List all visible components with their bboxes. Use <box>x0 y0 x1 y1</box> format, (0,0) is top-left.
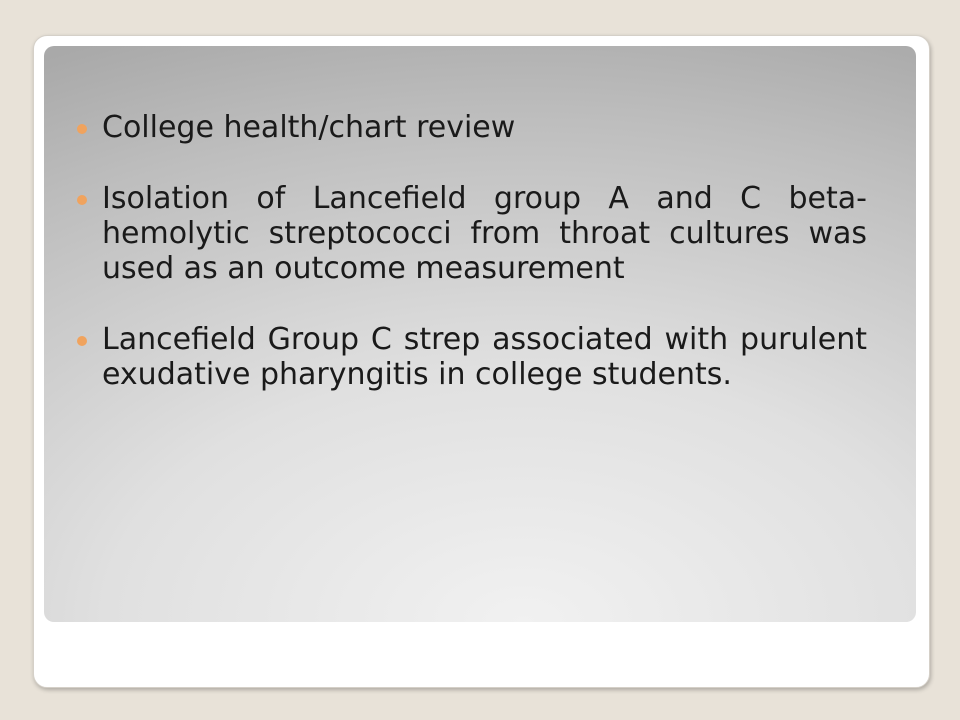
bullet-text: College health/chart review <box>102 110 516 145</box>
bullet-text: Isolation of Lancefield group A and C beta-hemolytic streptococci from throat cultures was used as an outcome measurement <box>102 181 867 286</box>
bullet-text: Lancefield Group C strep associated with purulent exudative pharyngitis in college students. <box>102 322 867 392</box>
bullet-dot-icon <box>77 336 87 346</box>
bullet-item <box>102 110 867 145</box>
bullet-dot-icon <box>77 124 87 134</box>
bullet-item <box>102 322 867 392</box>
bullet-list <box>102 110 867 392</box>
bullet-item <box>102 181 867 286</box>
bullet-dot-icon <box>77 195 87 205</box>
